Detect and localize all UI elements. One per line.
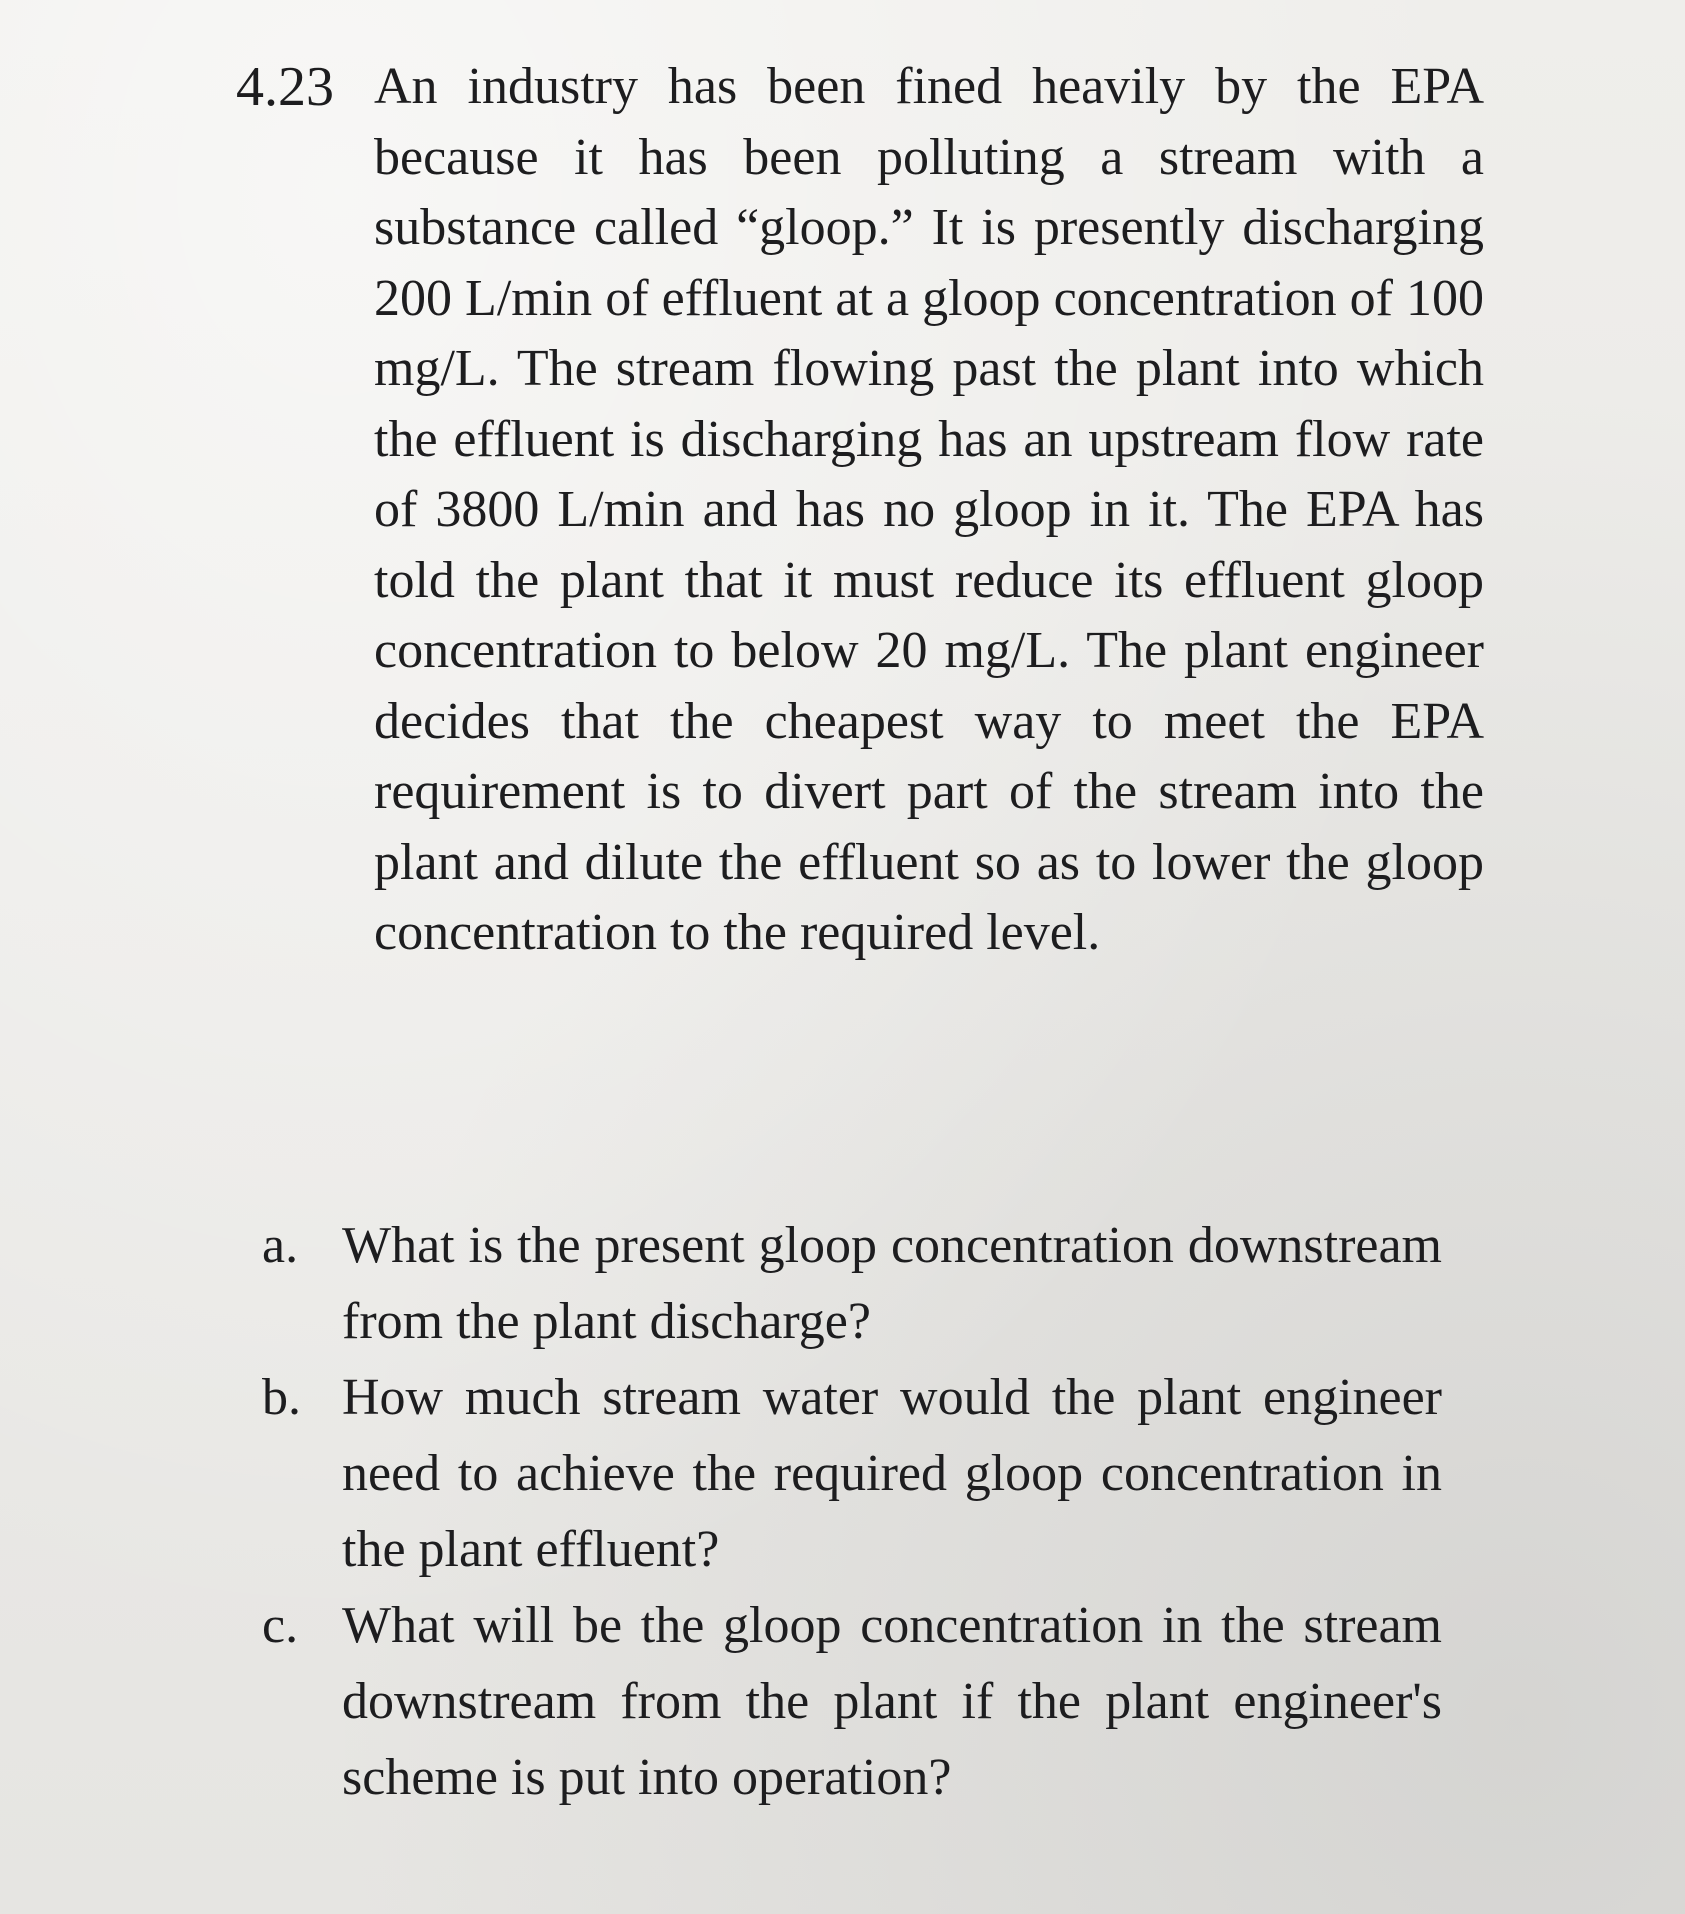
- part-question-text: What will be the gloop concentration in the stream downstream from the plant if the plant engineer's scheme is put into operation?: [342, 1597, 1442, 1806]
- problem-statement: An industry has been fined heavily by the EPA because it has been polluting a stream with a substance called “gloop.” It is presently discharging 200 L/min of effluent at a gloop concentration of 100 mg/L. The stream flowing past the plant into which the effluent is discharging has an upstream flow rate of 3800 L/min and has no gloop in it. The EPA has told the plant that it must reduce its effluent gloop concentration to below 20 mg/L. The plant engineer decides that the cheapest way to meet the EPA requirement is to divert part of the stream into the plant and dilute the effluent so as to lower the gloop concentration to the required level.: [374, 58, 1484, 961]
- question-part-b: [262, 1360, 1442, 1588]
- part-question-text: What is the present gloop concentration downstream from the plant discharge?: [342, 1217, 1442, 1350]
- part-letter: c.: [262, 1597, 299, 1654]
- question-part-a: [262, 1208, 1442, 1360]
- part-letter: a.: [262, 1217, 299, 1274]
- part-question-text: How much stream water would the plant engineer need to achieve the required gloop concentration in the plant effluent?: [342, 1369, 1442, 1578]
- question-parts-list: [262, 1208, 1442, 1816]
- part-letter: b.: [262, 1369, 301, 1426]
- problem-number: 4.23: [236, 56, 334, 118]
- problem-4-23: [236, 52, 1496, 969]
- question-part-c: [262, 1588, 1442, 1816]
